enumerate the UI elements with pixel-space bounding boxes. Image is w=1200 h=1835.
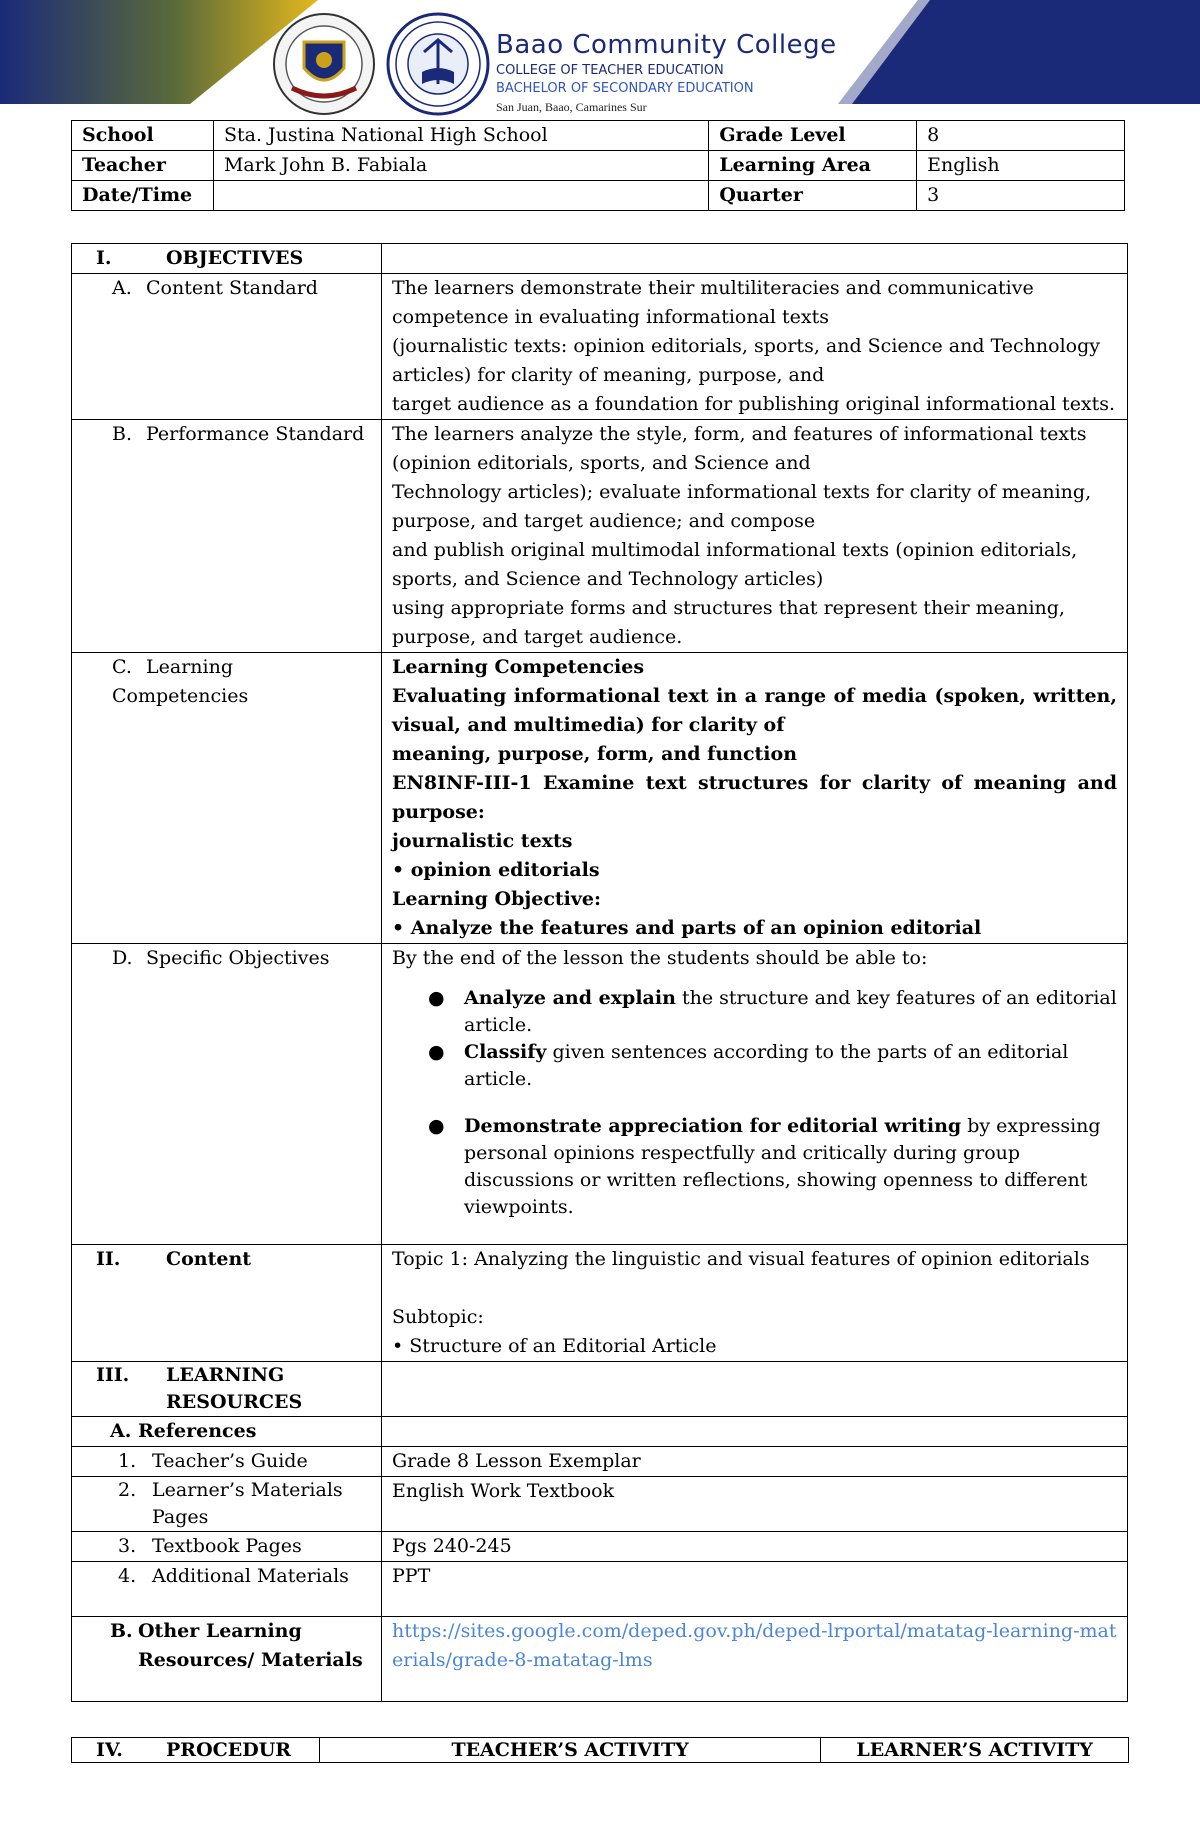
textbook-pages-label: 3. Textbook Pages <box>72 1532 382 1562</box>
table-row <box>72 420 1128 653</box>
table-row <box>72 1245 1128 1362</box>
school-label: School <box>72 121 214 151</box>
procedure-heading: IV. PROCEDUR <box>72 1738 320 1763</box>
content-standard-label: A. Content Standard <box>72 274 382 420</box>
table-row <box>72 1447 1128 1477</box>
objectives-heading <box>72 244 382 274</box>
content-text: Topic 1: Analyzing the linguistic and visual features of opinion editorials Subtopic: • Structure of an Editorial Article <box>382 1245 1128 1362</box>
list-item: ● Demonstrate appreciation for editorial writing by expressing personal opinions respectfully and critically during group discussions or written reflections, showing openness to different viewpoints. <box>428 1115 1101 1218</box>
table-row <box>72 1738 1129 1763</box>
college-name: Baao Community College <box>496 30 837 60</box>
lesson-info-table <box>71 120 1125 211</box>
teachers-activity-heading: TEACHER’S ACTIVITY <box>319 1738 820 1763</box>
learning-area-label: Learning Area <box>709 151 917 181</box>
content-standard-text: The learners demonstrate their multiliteracies and communicative competence in evaluating informational texts (journalistic texts: opinion editorials, sports, and Science and Technology articles) for clarity of meaning, purpose, and target audience as a foundation for publishing original informational texts. <box>382 274 1128 420</box>
performance-standard-text: The learners analyze the style, form, and features of informational texts (opinion editorials, sports, and Science and Technology articles); evaluate informational texts for clarity of meaning, purpose, and target audience; and compose and publish original multimodal informational texts (opinion editorials, sports, and Science and Technology articles) using appropriate forms and structures that represent their meaning, purpose, and target audience. <box>382 420 1128 653</box>
other-resources-value <box>382 1617 1128 1702</box>
program-name: BACHELOR OF SECONDARY EDUCATION <box>496 81 754 96</box>
college-unit: COLLEGE OF TEACHER EDUCATION <box>496 63 724 78</box>
teacher-label: Teacher <box>72 151 214 181</box>
school-value: Sta. Justina National High School <box>213 121 708 151</box>
additional-materials-label: 4. Additional Materials <box>72 1562 382 1617</box>
grade-level-value: 8 <box>917 121 1125 151</box>
list-item: ● Classify given sentences according to the parts of an editorial article. <box>428 1041 1069 1090</box>
learners-materials-value: English Work Textbook <box>382 1477 1128 1532</box>
specific-objectives-list <box>392 985 1117 1221</box>
learners-activity-heading: LEARNER’S ACTIVITY <box>821 1738 1129 1763</box>
content-heading: II. Content <box>72 1245 382 1362</box>
section-title: OBJECTIVES <box>166 247 304 269</box>
references-label: A. References <box>72 1417 382 1447</box>
additional-materials-value: PPT <box>382 1562 1128 1617</box>
quarter-value: 3 <box>917 181 1125 211</box>
grade-level-label: Grade Level <box>709 121 917 151</box>
table-row <box>72 944 1128 1245</box>
specific-objectives-text: By the end of the lesson the students should be able to: ● Analyze and explain the structure and key features of an editorial article. ● Classify given sentences according to the parts of an editorial article. ● Demonstrate appreciation for editorial writing by expressing personal opinions respectfully and critically during group discussions or written reflections, showing openness to different viewpoints. <box>382 944 1128 1245</box>
table-row <box>72 181 1125 211</box>
table-row <box>72 151 1125 181</box>
specific-objectives-label: D. Specific Objectives <box>72 944 382 1245</box>
table-row <box>72 121 1125 151</box>
section-number: I. <box>96 247 112 269</box>
date-time-label: Date/Time <box>72 181 214 211</box>
table-row <box>72 1617 1128 1702</box>
table-row <box>72 1417 1128 1447</box>
teacher-value: Mark John B. Fabiala <box>213 151 708 181</box>
table-row <box>72 244 1128 274</box>
table-row <box>72 274 1128 420</box>
lesson-plan-table <box>71 243 1128 1702</box>
quarter-label: Quarter <box>709 181 917 211</box>
learning-area-value: English <box>917 151 1125 181</box>
date-time-value <box>213 181 708 211</box>
table-row <box>72 1362 1128 1417</box>
list-item: ● Analyze and explain the structure and key features of an editorial article. <box>428 987 1117 1036</box>
teachers-guide-label: 1. Teacher’s Guide <box>72 1447 382 1477</box>
other-resources-label: B. Other Learning Resources/ Materials <box>72 1617 382 1702</box>
learning-resources-heading: III. LEARNING RESOURCES <box>72 1362 382 1417</box>
table-row <box>72 1562 1128 1617</box>
performance-standard-label: B. Performance Standard <box>72 420 382 653</box>
learning-competencies-label: C. Learning Competencies <box>72 653 382 944</box>
procedure-table <box>71 1737 1129 1763</box>
college-seal-logo <box>272 12 376 116</box>
textbook-pages-value: Pgs 240-245 <box>382 1532 1128 1562</box>
teacher-education-seal-logo <box>386 12 490 116</box>
teachers-guide-value: Grade 8 Lesson Exemplar <box>382 1447 1128 1477</box>
table-row <box>72 1477 1128 1532</box>
table-row <box>72 653 1128 944</box>
college-address: San Juan, Baao, Camarines Sur <box>496 100 647 114</box>
resource-link[interactable]: https://sites.google.com/deped.gov.ph/deped-lrportal/matatag-learning-materials/grade-8-matatag-lms <box>392 1620 1117 1671</box>
learners-materials-label: 2. Learner’s Materials Pages <box>72 1477 382 1532</box>
table-row <box>72 1532 1128 1562</box>
learning-competencies-text: Learning Competencies Evaluating informational text in a range of media (spoken, written, visual, and multimedia) for clarity of meaning, purpose, form, and function EN8INF-III-1 Examine text structures for clarity of meaning and purpose: journalistic texts • opinion editorials Learning Objective: • Analyze the features and parts of an opinion editorial <box>382 653 1128 944</box>
